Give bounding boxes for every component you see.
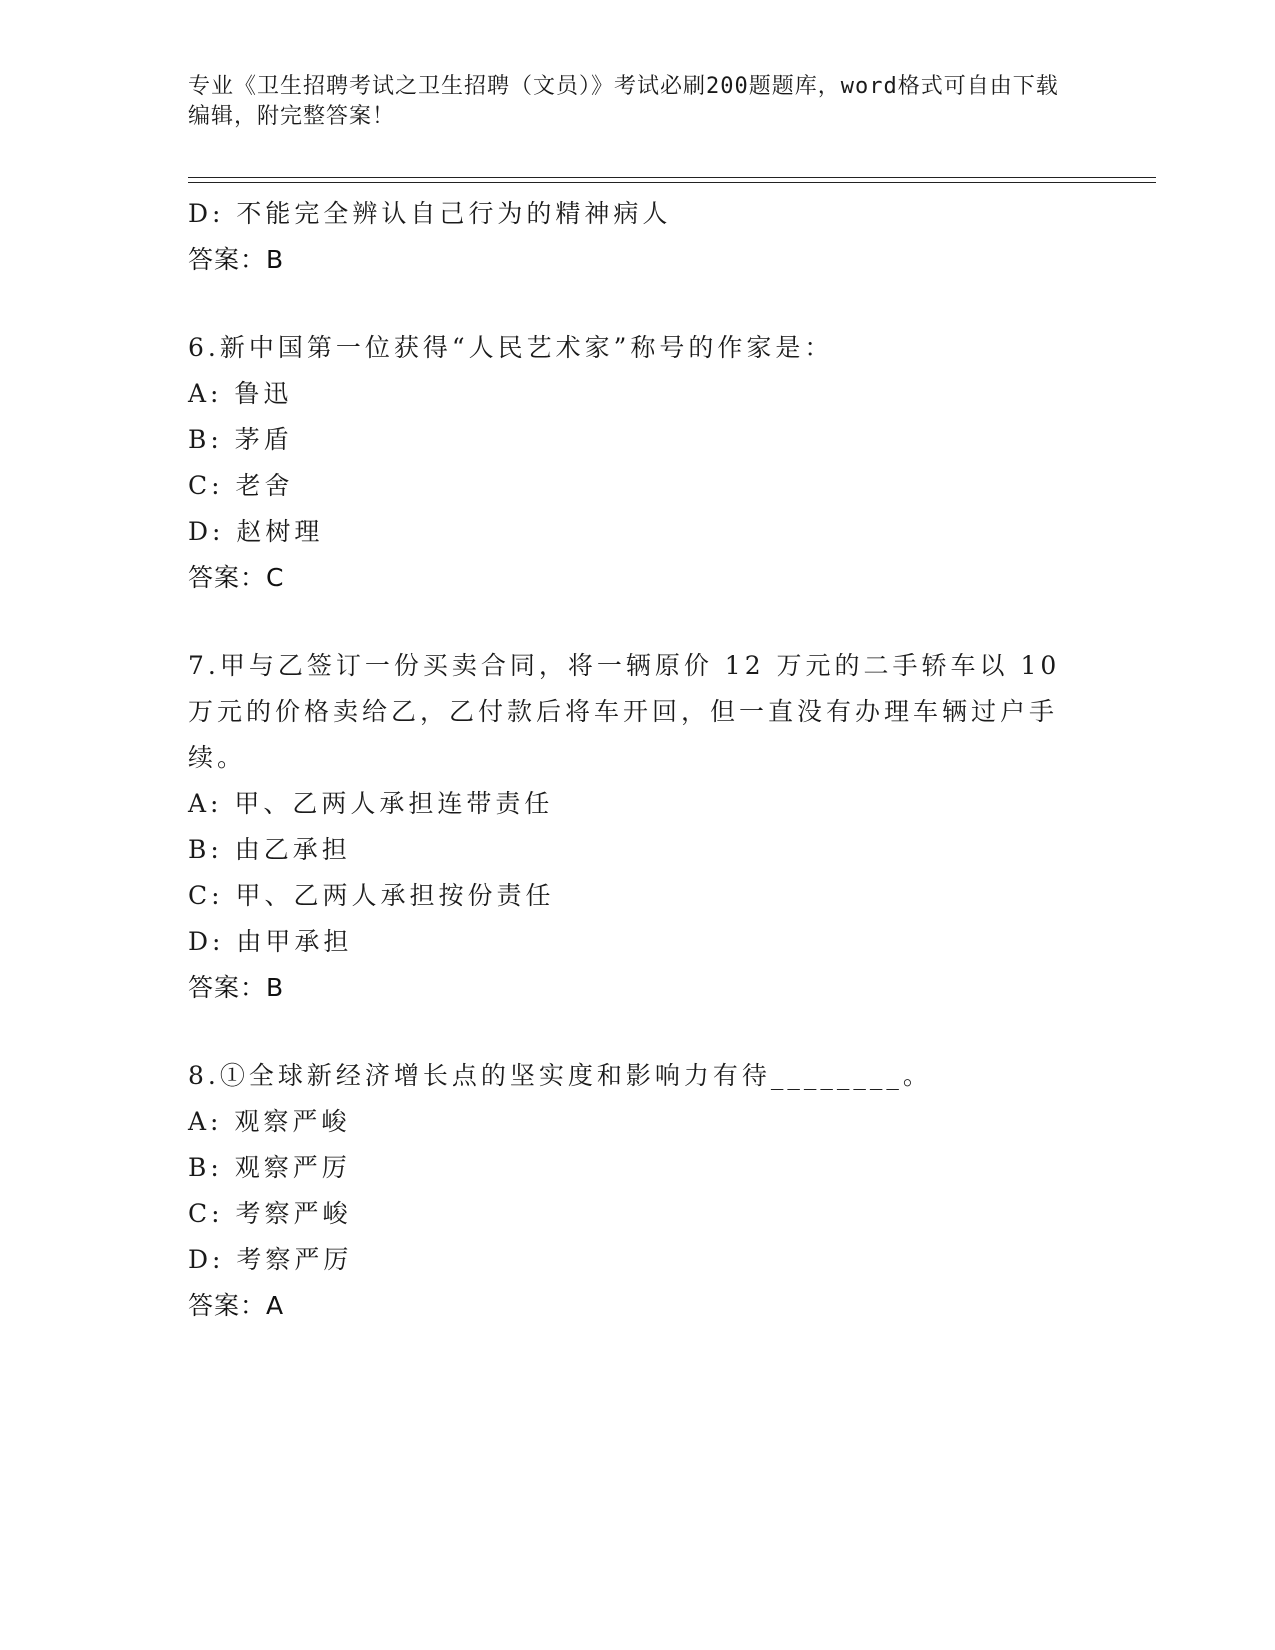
option-a: A: 观察严峻 xyxy=(188,1107,351,1136)
header-divider-top xyxy=(188,177,1156,178)
option-a: A: 鲁迅 xyxy=(188,379,293,408)
question-text: 7.甲与乙签订一份买卖合同，将一辆原价 12 万元的二手轿车以 10 万元的价格卖给乙，乙付款后将车开回，但一直没有办理车辆过户手续。 xyxy=(188,651,1061,772)
answer: 答案：B xyxy=(188,973,285,1002)
spacer xyxy=(188,283,1088,325)
header-divider-bottom xyxy=(188,182,1156,183)
option-b: B: 茅盾 xyxy=(188,425,293,454)
spacer xyxy=(188,601,1088,643)
question-text: 6.新中国第一位获得“人民艺术家”称号的作家是： xyxy=(188,333,834,362)
document-header: 专业《卫生招聘考试之卫生招聘（文员）》考试必刷200题题库，word格式可自由下载编辑，附完整答案！ xyxy=(188,74,1059,129)
option-a: A: 甲、乙两人承担连带责任 xyxy=(188,789,554,818)
question-7 xyxy=(188,643,1088,1011)
option-c: C: 考察严峻 xyxy=(188,1199,352,1228)
option-d: D: 赵树理 xyxy=(188,517,324,546)
option-b: B: 观察严厉 xyxy=(188,1153,351,1182)
answer: 答案：A xyxy=(188,1291,285,1320)
question-8 xyxy=(188,1053,1088,1329)
question-content xyxy=(188,191,1088,1329)
option-b: B: 由乙承担 xyxy=(188,835,351,864)
option-c: C: 甲、乙两人承担按份责任 xyxy=(188,881,555,910)
option-d: D: 考察严厉 xyxy=(188,1245,353,1274)
option-d: D: 由甲承担 xyxy=(188,927,353,956)
question-text: 8.①全球新经济增长点的坚实度和影响力有待________。 xyxy=(188,1061,932,1090)
carryover-option-d: D: 不能完全辨认自己行为的精神病人 xyxy=(188,199,672,228)
answer: 答案：C xyxy=(188,563,285,592)
option-c: C: 老舍 xyxy=(188,471,294,500)
question-6 xyxy=(188,325,1088,601)
spacer xyxy=(188,1011,1088,1053)
carryover-answer: 答案：B xyxy=(188,245,285,274)
